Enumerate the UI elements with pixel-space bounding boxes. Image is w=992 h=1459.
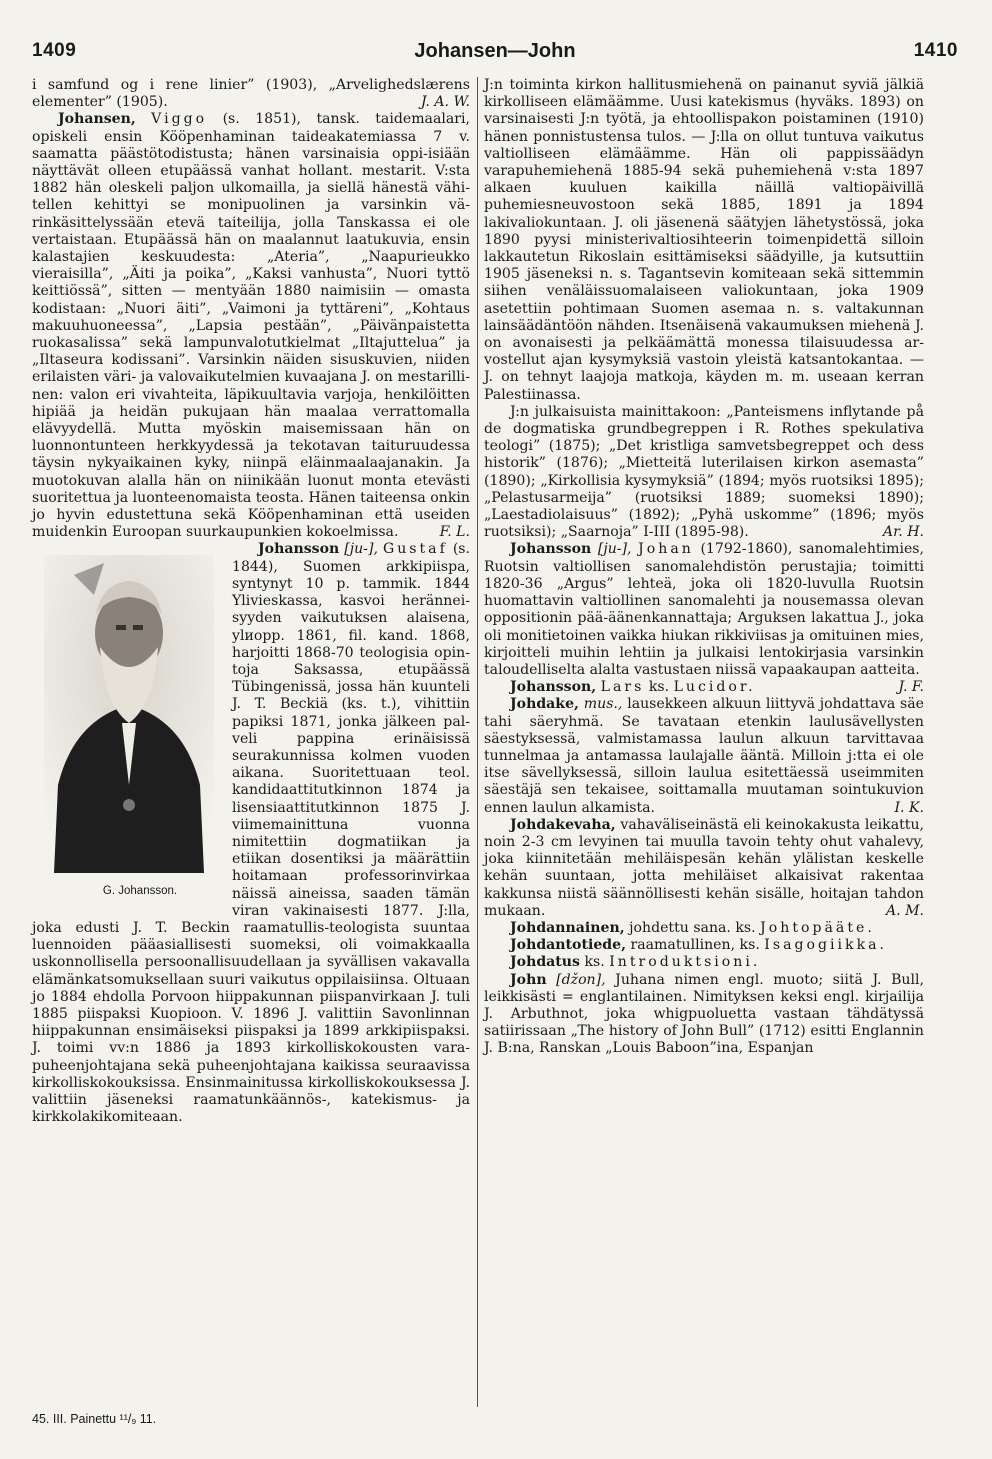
paragraph: J:n toiminta kirkon hallitusmiehenä on painanut syviä jälkiä kirkolliseen elämäämme. Uusi katekismus (hyväks. 1893) on varsinaisesti J:n työtä, ja ehtoollispakon poistaminen (1910) hänen ponnistustensa tulos. — J:lla on ollut tuntuva vaikutus valtiolliseen elämäämme. Hän oli pappissäädyn varapuhemiehenä 1885-94 sekä puhemiehenä v:sta 1897 alkaen kuuluen kaikilla näillä valtiopäivillä puhemiesneuvostoon sekä 1885, 1891 ja 1894 lakivaliokuntaan. J. oli jäsenenä säätyjen lähetystössä, joka 1890 pyysi ministerivaltiosihteerin toimenpidettä silloin lakkautetun Rikoslain esittämiseksi säädyille, ja kutsuttiin 1905 jäseneksi n. s. Tagantsevin komiteaan sekä sittemmin siihen venäläissuomalaiseen valiokuntaan, joka 1909 asetettiin pohtimaan Suomen asemaa n. s. valtakunnan lainsäädäntöön nähden. Itsenäisenä vakaumuksen miehenä J. on avonaisesti ja pelkäämättä monessa tilaisuudessa arvostellut ajan kysymyksiä vastoin yleistä katsantokantaa. — J. on tehnyt laajoja matkoja, käyden m. m. useaan kerran Palestiinassa. [484, 77, 924, 403]
entry-johdantotiede: Johdantotiede, raamatullinen, ks. Isagogiikka. [510, 937, 887, 954]
portrait-figure [32, 545, 222, 915]
right-page-number: 1410 [913, 40, 958, 61]
author-signature: I. K. [894, 799, 924, 816]
headword: Johansson, [510, 679, 597, 696]
entry-johdake: Johdake, mus., lausekkeen alkuun liittyvä johdattava säe tahi säeryhmä. Se tavataan etenkin laulusävellysten säestyksessä, valmistamassa laulun alkuun tarvittavaa tunnelmaa ja antamassa laulajalle ääntä. Milloin j:tta ei ole itse sävellyksessä, silloin laulua esitettäessä useimmiten säestäjä sen tekaisee, soittamalla muutaman sointukuvion ennen laulun alkamista. I. K. [484, 696, 925, 816]
left-column [32, 77, 470, 1126]
author-signature: J. F. [898, 679, 924, 696]
entry-johdannainen: Johdannainen, johdettu sana. ks. Johtopääte. [510, 919, 875, 936]
headword: Johdake, [510, 696, 579, 713]
left-page-number: 1409 [32, 40, 77, 61]
column-divider [477, 77, 478, 1407]
running-head: Johansen—John [414, 40, 576, 62]
portrait-caption: G. Johansson. [102, 885, 178, 898]
page-header [32, 40, 958, 68]
entry-johansen-viggo: Johansen, Viggo (s. 1851), tansk. taidemaalari, opiskeli ensin Kööpenhaminan taideakatemiassa 7 v. saamatta päästötodistusta; hänen varsinaisia oppi-isiään näyttävät olleen etupäässä vanhat hollant. mestarit. V:sta 1882 hän oleskeli paljon ulkomailla, ja siellä hänestä vähitellen kehittyi se monipuolinen ja varsinkin värinkäsittelyssään etevä taiteilija, jolla Tanskassa ei ole vertaistaan. Etupäässä hän on maalannut laatukuvia, ensin kalastajien keskuudesta: „Ateria”, „Naapurieukko vieraisilla”, „Äiti ja poika”, „Kaksi vanhusta”, Nuori tyttö keittiössä”, sitten — mentyään 1880 naimisiin — omasta kodistaan: „Nuori äiti”, „Vaimoni ja tyttäreni”, „Kohtaus makuuhuoneessa”, „Lapsia pestään”, „Päivänpaistetta ruokasalissa” sekä lampunvalotutkielmat „Iltajuttelua” ja „Iltaseura kodissani”. Varsinkin näiden sisuskuvien, niiden erilaisten väri- ja valovaikutelmien kuvaajana J. on mestarillinen: valon eri vivahteita, läpikuultavia varjoja, henkilöitten hipiää ja heidän pukujaan hän maalaa verrattomalla elävyydellä. Mutta myöskin maisemissaan hän on luonnontunteen herkkyydessä ja tekotavan taituruudessa täysin nykyaikainen kyky, niinpä eläinmaalaajanakin. Ja muotokuvan alalla hän on niinikään luonut monta etevästi suoritettua ja luonteenomaista teosta. Hänen taiteensa onkin jo hyvin edustettuna sekä Kööpenhaminan että useiden muidenkin Euroopan suurkaupunkien kokoelmissa. F. L. [32, 111, 470, 541]
author-signature: A. M. [885, 902, 924, 919]
headword: Johansen, [58, 111, 136, 128]
paragraph: i samfund og i rene linier” (1903), „Arvelighedslærens elementer” (1905). J. A. W. [32, 77, 470, 111]
author-signature: F. L. [439, 524, 470, 541]
headword: Johdatus [510, 954, 580, 971]
entry-johdatus: Johdatus ks. Introduktsioni. [510, 954, 761, 971]
author-signature: Ar. H. [882, 524, 924, 541]
entry-johansson-lars: Johansson, Lars ks. Lucidor. [510, 679, 756, 696]
author-signature: J. A. W. [420, 94, 470, 111]
headword: Johdakevaha, [510, 816, 616, 833]
paragraph: J:n julkaisuista mainittakoon: „Panteismens inflytande på de dogmatiska grundbegreppen i R. Rothes spekulativa teologi” (1875); „Det kristliga samvetsbegreppet och dess historik” (1876); „Mietteitä luterilaisen kirkon asemasta” (1890); „Kirkollisia kysymyksiä” (1894; myös ruotsiksi 1895); „Pelastusarmeija” (ruotsiksi 1889; suomeksi 1890); „Laestadiolaisuus” (1892); „Pyhä uskomme” (1896; myös ruotsiksi); „Saarnoja” I-III (1895-98). Ar. H. [484, 403, 924, 541]
entry-john: John [džon], Juhana nimen engl. muoto; siitä J. Bull, leikkisästi = englantilainen. Nimityksen keksi engl. kirjailija J. Arbuthnot, joka whigpuoluetta vastaan tähdätyssä satiirissaan „The history of John Bull” (1712) esitti Englannin J. B:na, Ranskan „Louis Baboon”ina, Espanjan [484, 971, 924, 1057]
entry-johdakevaha: Johdakevaha, vahaväliseinästä eli keinokakusta leikattu, noin 2-3 cm levyinen tai muulla tavoin tehty ohut vahalevy, joka kiinnitetään mehiläispesän kehän ylälistan keskelle kehän suuntaan, jotta mehiläiset alkaisivat rakentaa kakkunsa niistä säännöllisesti kehän sisälle, hoitajan tahdon mukaan. A. M. [484, 816, 924, 919]
headword: Johdantotiede, [510, 937, 627, 954]
headword: Johdannainen, [510, 919, 625, 936]
right-column [484, 77, 924, 1058]
portrait-image [44, 555, 214, 873]
headword: John [510, 971, 547, 988]
entry-johansson-johan: Johansson [ju-], Johan (1792-1860), sanomalehtimies, Ruotsin valtiollisen sanomalehdistön perustajia; toimitti 1820-36 „Argus” lehteä, joka oli 1820-luvulla Ruotsin huomattavin valtiollinen sanomalehti ja nousemassa olevan oppositionin pää-äänenkannattaja; Arguksen lakattua J., joka oli monitietoinen vaikka hiukan rikkiviisas ja omituinen mies, kirjoitteli muihin lehtiin ja julkaisi lentokirjasia varsinkin taloudelliselta alalta vastustaen niissä vapaakaupan aatteita. J. F. [484, 541, 924, 696]
headword: Johansson [258, 541, 340, 558]
entry-johansson-gustaf: Johansson [ju-], Gustaf G. Johansson. (s. 1844), Suomen arkkipiispa, syntynyt 10 p. tammik. 1844 Ylivieskassa, kasvoi heränneisyyden vaikutuksen alaisena, ylиopp. 1861, fil. kand. 1868, harjoitti 1868-70 teologisia opintoja Saksassa, etupäässä Tübingenissä, jossa hän kuunteli J. T. Beckiä (ks. t.), vihittiin papiksi 1871, jonka jälkeen palveli pappina erinäisissä seurakunnissa kolmen vuoden aikana. Suoritettuaan teol. kandidaattitutkinnon 1874 ja lisensiaattitutkinnon 1875 J. viimemainittuna vuonna nimitettiin dogmatiikan ja etiikan dosentiksi ja määrättiin hoitamaan professorinvirkaa näissä aineissa, saaden tämän viran vakinaisesti 1877. J:lla, joka edusti J. T. Beckin raamatullis-teologista suuntaa luennoiden pääasiallisesti suomeksi, oli voimakkaalla uskonnollisella persoonallisuudellaan ja syvällisen vakavalla elämänkatsomuksellaan suuri vaikutus oppilaisiinsa. Oltuaan jo 1884 ehdolla Porvoon hiippakunnan piispanvirkaan J. tuli 1885 piispaksi Kuopioon. V. 1896 J. valittiin Savonlinnan hiippakunnan ensimäiseksi piispaksi ja 1899 arkkipiispaksi. J. toimi vv:n 1886 ja 1893 kirkolliskokousten varapuheenjohtajana sekä puheenjohtajana kaikissa seuraavissa kirkolliskokouksissa. Ensinmainitussa kirkolliskokouksessa J. valittiin jäseneksi raamatunkäännös-, katekismus- ja kirkkolakikomiteaan. [32, 541, 471, 1126]
print-footer: 45. III. Painettu ¹¹/₉ 11. [32, 1412, 157, 1426]
headword: Johansson [510, 541, 592, 558]
